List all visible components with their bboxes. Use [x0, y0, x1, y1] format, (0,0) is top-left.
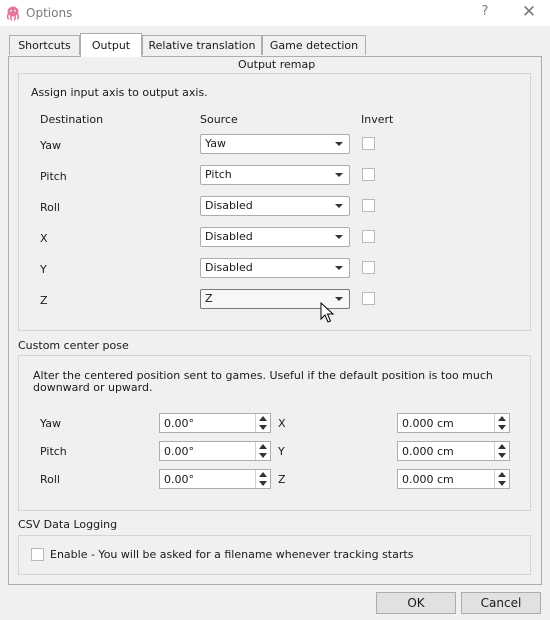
spin-up-icon[interactable] [498, 444, 506, 449]
center-yaw-label: Yaw [40, 417, 61, 430]
destination-label-y: Y [40, 263, 47, 276]
source-select-y[interactable] [200, 258, 350, 278]
destination-label-pitch: Pitch [40, 170, 67, 183]
invert-checkbox-yaw[interactable] [362, 137, 375, 150]
chevron-down-icon [335, 297, 343, 301]
csv-enable-label[interactable]: Enable - You will be asked for a filename whenever tracking starts [50, 548, 414, 561]
spin-down-icon[interactable] [259, 425, 267, 430]
source-select-yaw[interactable] [200, 134, 350, 154]
spin-down-icon[interactable] [498, 453, 506, 458]
spin-down-icon[interactable] [498, 425, 506, 430]
spin-down-icon[interactable] [259, 453, 267, 458]
title-bar [0, 0, 550, 26]
chevron-down-icon [335, 142, 343, 146]
invert-checkbox-roll[interactable] [362, 199, 375, 212]
spinbox-value: 0.00° [164, 473, 194, 486]
spin-up-icon[interactable] [498, 472, 506, 477]
spinbox-value: 0.00° [164, 445, 194, 458]
center-pitch-spinbox[interactable] [159, 441, 271, 461]
center-yaw-spinbox[interactable] [159, 413, 271, 433]
spin-down-icon[interactable] [498, 481, 506, 486]
destination-label-roll: Roll [40, 201, 60, 214]
spinbox-buttons[interactable] [255, 414, 270, 432]
source-select-value: Z [205, 292, 213, 305]
source-select-value: Disabled [205, 230, 253, 243]
source-select-value: Pitch [205, 168, 232, 181]
cancel-button[interactable]: Cancel [461, 592, 541, 614]
chevron-down-icon [335, 266, 343, 270]
source-select-x[interactable] [200, 227, 350, 247]
center-x-label: X [278, 417, 286, 430]
tab-shortcuts[interactable]: Shortcuts [9, 35, 80, 55]
center-pitch-label: Pitch [40, 445, 67, 458]
custom-center-description: Alter the centered position sent to games. Useful if the default position is too much downward or upward. [33, 369, 493, 394]
chevron-down-icon [335, 204, 343, 208]
source-select-value: Yaw [205, 137, 226, 150]
invert-header: Invert [361, 113, 394, 126]
invert-checkbox-z[interactable] [362, 292, 375, 305]
source-header: Source [200, 113, 238, 126]
window-title: Options [26, 6, 73, 20]
csv-enable-checkbox[interactable] [31, 548, 44, 561]
spin-up-icon[interactable] [259, 472, 267, 477]
spinbox-buttons[interactable] [255, 442, 270, 460]
tab-relative-translation[interactable]: Relative translation [142, 35, 262, 55]
center-roll-label: Roll [40, 473, 60, 486]
custom-center-title: Custom center pose [18, 339, 129, 352]
ok-button[interactable]: OK [376, 592, 456, 614]
destination-label-z: Z [40, 294, 48, 307]
spinbox-value: 0.000 cm [402, 417, 454, 430]
center-y-spinbox[interactable] [397, 441, 510, 461]
center-z-spinbox[interactable] [397, 469, 510, 489]
source-select-value: Disabled [205, 261, 253, 274]
center-roll-spinbox[interactable] [159, 469, 271, 489]
mouse-pointer-icon [320, 302, 336, 324]
tab-output[interactable]: Output [80, 33, 142, 57]
output-remap-description: Assign input axis to output axis. [31, 86, 208, 99]
invert-checkbox-y[interactable] [362, 261, 375, 274]
help-button[interactable]: ? [481, 4, 489, 19]
spin-up-icon[interactable] [259, 416, 267, 421]
close-button[interactable]: ✕ [521, 2, 537, 22]
spinbox-buttons[interactable] [255, 470, 270, 488]
chevron-down-icon [335, 173, 343, 177]
center-y-label: Y [278, 445, 285, 458]
csv-logging-title: CSV Data Logging [18, 518, 118, 531]
chevron-down-icon [335, 235, 343, 239]
spinbox-value: 0.00° [164, 417, 194, 430]
output-remap-title: Output remap [238, 58, 316, 71]
source-select-pitch[interactable] [200, 165, 350, 185]
tab-game-detection[interactable]: Game detection [262, 35, 366, 55]
invert-checkbox-x[interactable] [362, 230, 375, 243]
spinbox-value: 0.000 cm [402, 473, 454, 486]
app-octopus-icon [5, 5, 21, 21]
destination-header: Destination [40, 113, 104, 126]
spin-down-icon[interactable] [259, 481, 267, 486]
source-select-value: Disabled [205, 199, 253, 212]
spinbox-value: 0.000 cm [402, 445, 454, 458]
spinbox-buttons[interactable] [494, 442, 509, 460]
center-z-label: Z [278, 473, 286, 486]
spin-up-icon[interactable] [498, 416, 506, 421]
spin-up-icon[interactable] [259, 444, 267, 449]
center-x-spinbox[interactable] [397, 413, 510, 433]
spinbox-buttons[interactable] [494, 470, 509, 488]
spinbox-buttons[interactable] [494, 414, 509, 432]
source-select-roll[interactable] [200, 196, 350, 216]
destination-label-yaw: Yaw [40, 139, 61, 152]
invert-checkbox-pitch[interactable] [362, 168, 375, 181]
destination-label-x: X [40, 232, 48, 245]
